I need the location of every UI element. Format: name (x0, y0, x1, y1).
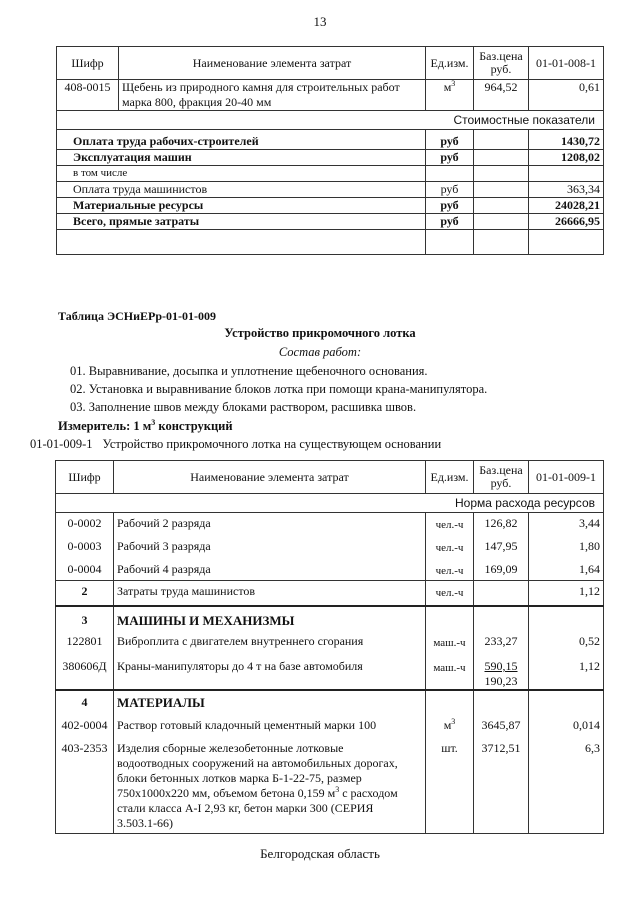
row-price: 126,82 (474, 513, 529, 534)
table-header-row (57, 47, 604, 80)
table-row (56, 513, 604, 534)
summary-row (57, 182, 604, 198)
price-secondary: 190,23 (484, 674, 518, 688)
summary-value: 1430,72 (529, 130, 604, 150)
row-name: Раствор готовый кладочный цементный марки 100 (114, 710, 426, 733)
table-row (56, 710, 604, 733)
summary-label: Эксплуатация машин (57, 150, 426, 166)
header-norm: 01-01-008-1 (529, 47, 604, 80)
summary-value: 363,34 (529, 182, 604, 198)
subheader-resource-norm: Норма расхода ресурсов (56, 494, 604, 513)
empty-cell (426, 690, 474, 710)
summary-row (57, 130, 604, 150)
summary-value: 1208,02 (529, 150, 604, 166)
row-code: 0-0003 (56, 533, 114, 556)
section-title: Устройство прикромочного лотка (224, 326, 416, 340)
group-header-materials (56, 690, 604, 710)
group-code: 4 (56, 690, 114, 710)
group-title: МАШИНЫ И МЕХАНИЗМЫ (114, 606, 426, 628)
measure-prefix: Измеритель: 1 м (58, 419, 152, 433)
row-code: 0-0004 (56, 556, 114, 581)
row-name: Краны-манипуляторы до 4 т на базе автомобиля (114, 651, 426, 690)
header-name: Наименование элемента затрат (119, 47, 426, 80)
name-text: 750x1000x220 мм, объемом бетона 0,159 м (117, 786, 336, 800)
row-price: 3712,51 (474, 733, 529, 834)
summary-label: Оплата труда машинистов (57, 182, 426, 198)
work-item: 02. Установка и выравнивание блоков лотка при помощи крана-манипулятора. (70, 382, 488, 396)
row-value: 0,014 (529, 710, 604, 733)
measure-suffix: конструкций (155, 419, 233, 433)
price-current: 590,15 (484, 659, 518, 673)
row-unit: маш.-ч (426, 628, 474, 651)
summary-row (57, 198, 604, 214)
work-item: 03. Заполнение швов между блоками раствором, расшивка швов. (70, 400, 417, 414)
row-price: 964,52 (474, 80, 529, 111)
table-header-row (56, 461, 604, 494)
row-value: 1,12 (529, 651, 604, 690)
empty-cell (474, 690, 529, 710)
row-code: 402-0004 (56, 710, 114, 733)
row-code: 408-0015 (57, 80, 119, 111)
row-code: 380606Д (56, 651, 114, 690)
group-row-machinist-labor (56, 581, 604, 607)
group-header-machines (56, 606, 604, 628)
header-unit: Ед.изм. (426, 47, 474, 80)
row-value: 0,61 (529, 80, 604, 111)
header-price-line1: Баз.цена (479, 463, 523, 477)
summary-row (57, 166, 604, 182)
table-row (56, 628, 604, 651)
unit-sup: 3 (451, 79, 456, 88)
empty-cell (474, 606, 529, 628)
summary-empty (474, 198, 529, 214)
group-unit: чел.-ч (426, 581, 474, 607)
group-code: 2 (56, 581, 114, 607)
row-value: 1,64 (529, 556, 604, 581)
empty-cell (426, 606, 474, 628)
header-unit: Ед.изм. (426, 461, 474, 494)
work-item: 01. Выравнивание, досыпка и уплотнение щебеночного основания. (70, 364, 428, 378)
summary-spacer (57, 230, 426, 255)
row-unit (426, 80, 474, 111)
row-unit: чел.-ч (426, 513, 474, 534)
row-code: 0-0002 (56, 513, 114, 534)
summary-empty (474, 182, 529, 198)
summary-empty (474, 150, 529, 166)
group-name: Затраты труда машинистов (114, 581, 426, 607)
row-name-line: блоки бетонных лотков марка Б-1-22-75, размер (117, 771, 362, 785)
row-value: 6,3 (529, 733, 604, 834)
table-row (56, 556, 604, 581)
table-title: Таблица ЭСНиЕРр-01-01-009 (58, 309, 217, 323)
row-unit: шт. (426, 733, 474, 834)
summary-row (57, 214, 604, 230)
row-price: 169,09 (474, 556, 529, 581)
table-row (56, 733, 604, 834)
summary-empty (474, 214, 529, 230)
empty-cell (529, 690, 604, 710)
summary-row (57, 150, 604, 166)
row-price (474, 651, 529, 690)
row-unit (426, 710, 474, 733)
row-price: 3645,87 (474, 710, 529, 733)
resource-table-009 (55, 460, 604, 834)
page-number: 13 (313, 14, 327, 29)
row-name-line: Щебень из природного камня для строительных работ (122, 80, 400, 94)
name-sup: 3 (335, 785, 340, 794)
row-unit: чел.-ч (426, 533, 474, 556)
row-name-line: водоотводных сооружений на автомобильных дорогах, (117, 756, 398, 770)
header-price (474, 461, 529, 494)
page-footer-region: Белгородская область (260, 846, 380, 861)
header-price-line2: руб. (490, 62, 512, 76)
row-price: 233,27 (474, 628, 529, 651)
summary-label: Всего, прямые затраты (57, 214, 426, 230)
group-price (474, 581, 529, 607)
row-unit: чел.-ч (426, 556, 474, 581)
row-name-line: стали класса А-I 2,93 кг, бетон марки 300 (СЕРИЯ (117, 801, 374, 815)
header-name: Наименование элемента затрат (114, 461, 426, 494)
group-value: 1,12 (529, 581, 604, 607)
unit-text: м (443, 718, 452, 732)
row-name: Рабочий 4 разряда (114, 556, 426, 581)
row-price: 147,95 (474, 533, 529, 556)
summary-spacer (474, 230, 529, 255)
summary-empty (474, 166, 529, 182)
row-code: 403-2353 (56, 733, 114, 834)
summary-unit (426, 166, 474, 182)
row-name-line: марка 800, фракция 20-40 мм (122, 95, 272, 109)
table-row (56, 533, 604, 556)
row-name (114, 733, 426, 834)
row-name: Виброплита с двигателем внутреннего сгорания (114, 628, 426, 651)
row-name-line: Изделия сборные железобетонные лотковые (117, 741, 344, 755)
row-code: 122801 (56, 628, 114, 651)
row-name-line: 3.503.1-66) (117, 816, 173, 830)
row-name (119, 80, 426, 111)
row-value: 0,52 (529, 628, 604, 651)
table-row (57, 80, 604, 111)
summary-value: 26666,95 (529, 214, 604, 230)
name-text: с расходом (339, 786, 398, 800)
subheader-cost-indicators: Стоимостные показатели (57, 111, 604, 130)
group-code: 3 (56, 606, 114, 628)
summary-label: в том числе (57, 166, 426, 182)
summary-label: Материальные ресурсы (57, 198, 426, 214)
table-row (56, 651, 604, 690)
row-value: 1,80 (529, 533, 604, 556)
summary-value (529, 166, 604, 182)
unit-text: м (443, 80, 452, 94)
summary-unit: руб (426, 214, 474, 230)
header-code: Шифр (56, 461, 114, 494)
measure-sup: 3 (151, 417, 156, 427)
group-title: МАТЕРИАЛЫ (114, 690, 426, 710)
unit-sup: 3 (451, 717, 456, 726)
row-name: Рабочий 3 разряда (114, 533, 426, 556)
summary-unit: руб (426, 130, 474, 150)
section-subtitle: Состав работ: (278, 345, 362, 359)
row-name-line (117, 786, 422, 801)
row-unit: маш.-ч (426, 651, 474, 690)
empty-cell (529, 606, 604, 628)
summary-value: 24028,21 (529, 198, 604, 214)
header-norm: 01-01-009-1 (529, 461, 604, 494)
summary-empty (474, 130, 529, 150)
summary-unit: руб (426, 150, 474, 166)
norm-description: Устройство прикромочного лотка на существующем основании (102, 437, 442, 451)
header-price-line1: Баз.цена (479, 49, 523, 63)
row-value: 3,44 (529, 513, 604, 534)
header-price (474, 47, 529, 80)
norm-code: 01-01-009-1 (30, 437, 93, 451)
row-name: Рабочий 2 разряда (114, 513, 426, 534)
header-code: Шифр (57, 47, 119, 80)
summary-unit: руб (426, 198, 474, 214)
resource-table-008 (56, 46, 604, 255)
summary-unit: руб (426, 182, 474, 198)
header-price-line2: руб. (490, 476, 512, 490)
summary-spacer (426, 230, 474, 255)
summary-spacer (529, 230, 604, 255)
summary-label: Оплата труда рабочих-строителей (57, 130, 426, 150)
measure-unit (58, 419, 233, 434)
norm-code-line (30, 437, 441, 452)
